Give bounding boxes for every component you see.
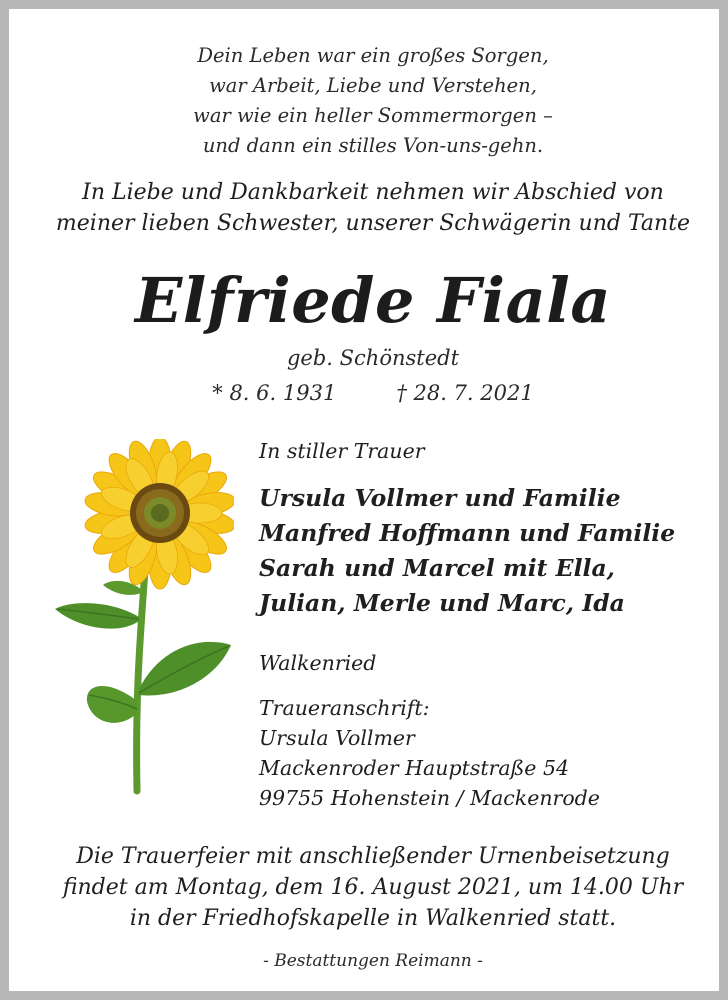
poem-line: war Arbeit, Liebe und Verstehen, <box>209 74 537 97</box>
mourner-line: Sarah und Marcel mit Ella, <box>259 554 615 582</box>
birth-name: geb. Schönstedt <box>286 346 460 370</box>
condolence-address <box>259 693 719 813</box>
mourner-line: Julian, Merle und Marc, Ida <box>259 589 625 617</box>
ceremony-line: Die Trauerfeier mit anschließender Urnenbeisetzung <box>76 844 670 869</box>
sunflower-image <box>49 439 234 799</box>
mourner-line: Manfred Hoffmann und Familie <box>259 519 676 547</box>
poem-line: Dein Leben war ein großes Sorgen, <box>197 44 549 67</box>
deceased-name: Elfriede Fiala <box>135 264 611 337</box>
life-dates <box>9 379 728 407</box>
address-line: Ursula Vollmer <box>259 726 415 750</box>
ceremony-line: findet am Montag, dem 16. August 2021, um 14.00 Uhr <box>62 875 684 900</box>
death-date: † 28. 7. 2021 <box>396 381 534 405</box>
poem <box>9 41 728 161</box>
ceremony-info <box>9 841 728 934</box>
mourner-names <box>259 481 719 621</box>
address-label: Traueranschrift: <box>259 696 430 720</box>
mourner-place: Walkenried <box>259 651 377 675</box>
farewell-intro <box>9 177 728 239</box>
poem-line: und dann ein stilles Von-uns-gehn. <box>202 134 544 157</box>
mourner-line: Ursula Vollmer und Familie <box>259 484 621 512</box>
mourning-heading: In stiller Trauer <box>259 439 425 463</box>
ceremony-line: in der Friedhofskapelle in Walkenried statt. <box>129 906 617 931</box>
poem-line: war wie ein heller Sommermorgen – <box>193 104 553 127</box>
intro-line: meiner lieben Schwester, unserer Schwägerin und Tante <box>55 211 691 236</box>
address-line: 99755 Hohenstein / Mackenrode <box>259 786 600 810</box>
birth-date: * 8. 6. 1931 <box>212 381 337 405</box>
intro-line: In Liebe und Dankbarkeit nehmen wir Abschied von <box>82 180 664 205</box>
undertaker-credit: - Bestattungen Reimann - <box>263 951 483 971</box>
address-line: Mackenroder Hauptstraße 54 <box>259 756 570 780</box>
